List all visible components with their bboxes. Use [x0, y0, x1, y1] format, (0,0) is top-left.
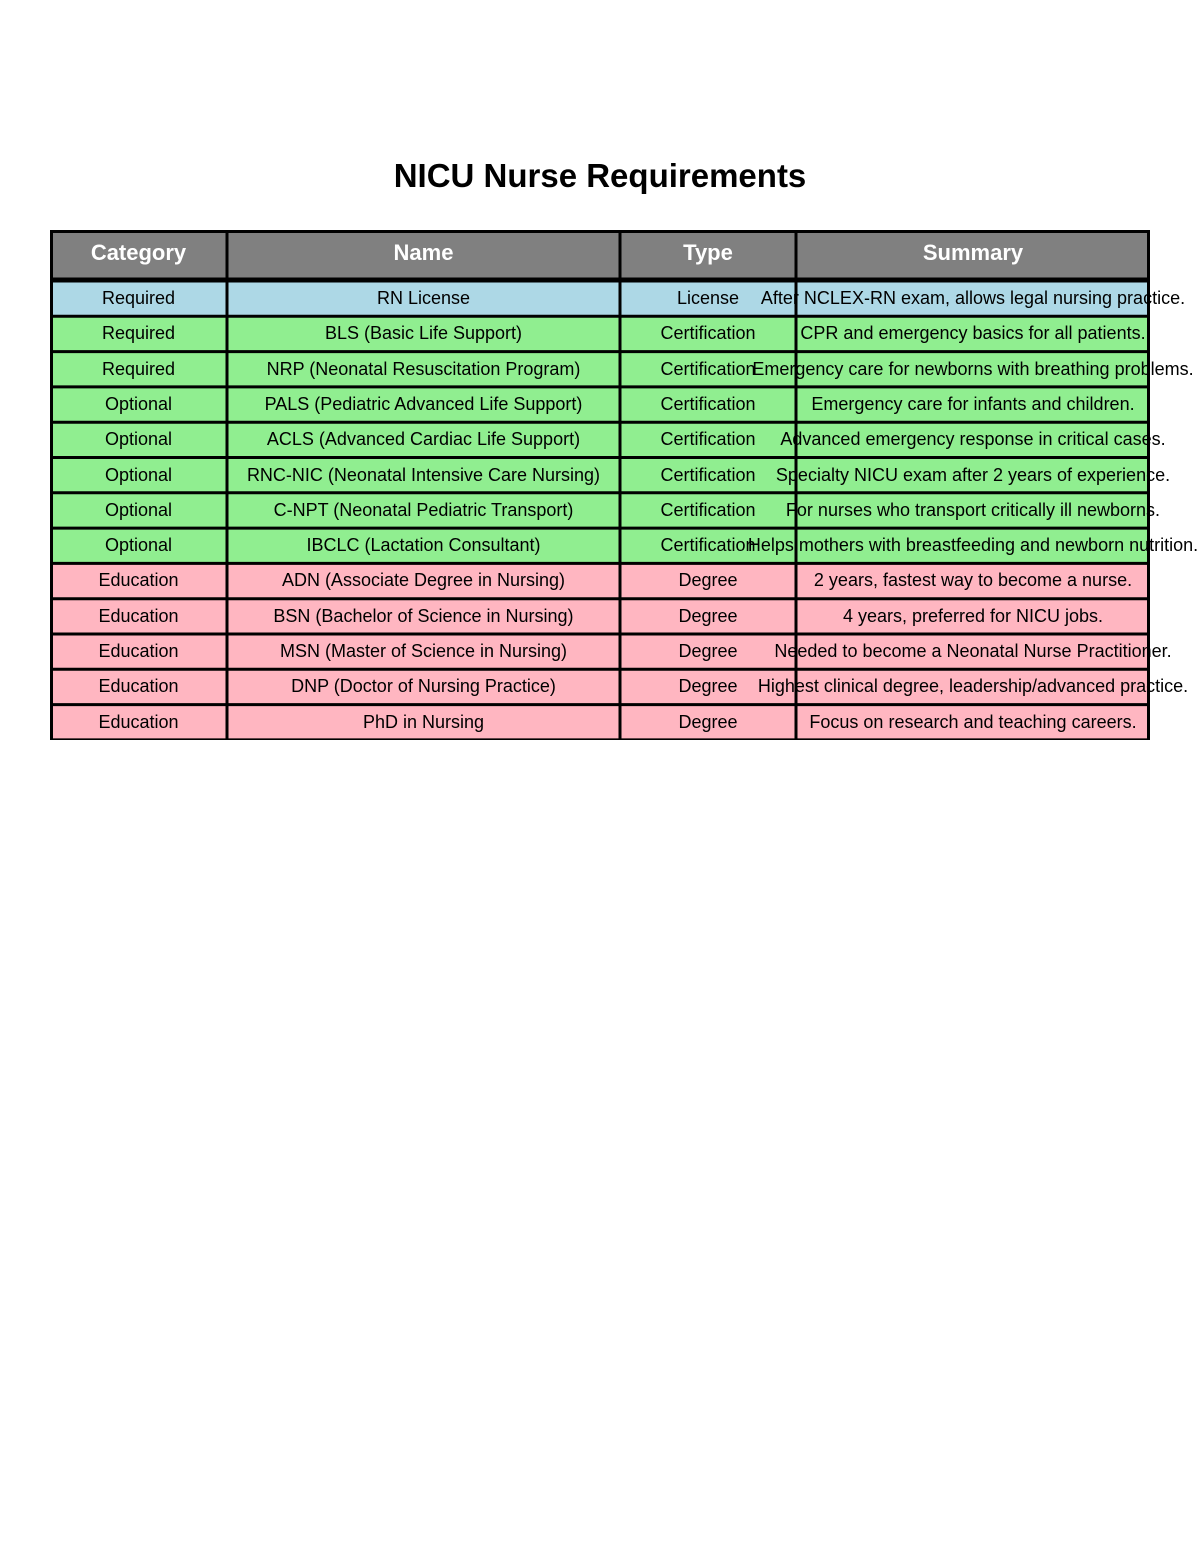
header-category: Category — [50, 230, 227, 279]
table-cell-summary — [752, 352, 1194, 387]
header-type: Type — [620, 230, 796, 279]
table-cell-summary — [757, 669, 1189, 704]
table-cell-category: Optional — [50, 387, 227, 422]
table-cell-name: BSN (Bachelor of Science in Nursing) — [227, 599, 620, 634]
table-cell-name: PhD in Nursing — [227, 705, 620, 740]
table-cell-category: Optional — [50, 422, 227, 457]
table-cell-summary — [796, 705, 1150, 740]
table-cell-type: Certification — [620, 352, 796, 387]
table-cell-type: Certification — [620, 528, 796, 563]
table-cell-type: Certification — [620, 493, 796, 528]
table-cell-category: Required — [50, 281, 227, 316]
table-cell-type: Degree — [620, 669, 796, 704]
table-cell-category: Required — [50, 352, 227, 387]
table-cell-category: Education — [50, 705, 227, 740]
table-cell-category: Optional — [50, 458, 227, 493]
summary-text: Emergency care for newborns with breathing problems. — [752, 358, 1194, 379]
table-cell-name: C-NPT (Neonatal Pediatric Transport) — [227, 493, 620, 528]
table-cell-name: IBCLC (Lactation Consultant) — [227, 528, 620, 563]
table-cell-name: ACLS (Advanced Cardiac Life Support) — [227, 422, 620, 457]
table-cell-category: Education — [50, 563, 227, 598]
table-cell-summary — [774, 634, 1172, 669]
table-cell-name: NRP (Neonatal Resuscitation Program) — [227, 352, 620, 387]
table-cell-name: MSN (Master of Science in Nursing) — [227, 634, 620, 669]
table-cell-summary — [796, 563, 1150, 598]
table-cell-name: RNC-NIC (Neonatal Intensive Care Nursing) — [227, 458, 620, 493]
summary-text: Needed to become a Neonatal Nurse Practitioner. — [774, 641, 1172, 661]
summary-text: Emergency care for infants and children. — [811, 393, 1135, 414]
summary-text: 2 years, fastest way to become a nurse. — [813, 570, 1133, 591]
table-cell-summary — [785, 493, 1161, 528]
table-cell-category: Optional — [50, 528, 227, 563]
table-cell-name: DNP (Doctor of Nursing Practice) — [227, 669, 620, 704]
table-cell-summary — [780, 422, 1166, 457]
header-summary: Summary — [796, 230, 1150, 279]
table-cell-name: ADN (Associate Degree in Nursing) — [227, 563, 620, 598]
summary-text: Helps mothers with breastfeeding and newborn nutrition. — [747, 535, 1199, 556]
summary-text: 4 years, preferred for NICU jobs. — [842, 605, 1104, 626]
summary-text: Focus on research and teaching careers. — [809, 711, 1137, 732]
table-cell-category: Education — [50, 669, 227, 704]
table-cell-summary — [796, 599, 1150, 634]
table-cell-type: Certification — [620, 422, 796, 457]
summary-text: After NCLEX-RN exam, allows legal nursing practice. — [760, 288, 1186, 308]
requirements-table — [50, 230, 1199, 740]
summary-text: CPR and emergency basics for all patients. — [800, 323, 1146, 344]
summary-text: For nurses who transport critically ill newborns. — [785, 499, 1161, 520]
table-cell-type: Certification — [620, 458, 796, 493]
table-cell-category: Education — [50, 599, 227, 634]
table-cell-summary — [775, 458, 1171, 493]
table-cell-name: BLS (Basic Life Support) — [227, 316, 620, 351]
table-cell-summary — [747, 528, 1199, 563]
table-cell-name: PALS (Pediatric Advanced Life Support) — [227, 387, 620, 422]
table-cell-type: Degree — [620, 599, 796, 634]
table-cell-summary — [760, 281, 1186, 316]
header-name: Name — [227, 230, 620, 279]
table-cell-type: Degree — [620, 705, 796, 740]
table-cell-summary — [796, 316, 1150, 351]
table-cell-category: Education — [50, 634, 227, 669]
table-cell-type: Certification — [620, 387, 796, 422]
page-title: NICU Nurse Requirements — [393, 157, 807, 194]
table-cell-category: Required — [50, 316, 227, 351]
summary-text: Advanced emergency response in critical cases. — [780, 429, 1166, 450]
table-cell-summary — [796, 387, 1150, 422]
table-cell-type: License — [620, 281, 796, 316]
summary-text: Specialty NICU exam after 2 years of experience. — [775, 464, 1171, 485]
summary-text: Highest clinical degree, leadership/advanced practice. — [757, 676, 1189, 697]
table-cell-category: Optional — [50, 493, 227, 528]
table-cell-type: Degree — [620, 563, 796, 598]
table-cell-type: Degree — [620, 634, 796, 669]
table-cell-type: Certification — [620, 316, 796, 351]
table-cell-name: RN License — [227, 281, 620, 316]
